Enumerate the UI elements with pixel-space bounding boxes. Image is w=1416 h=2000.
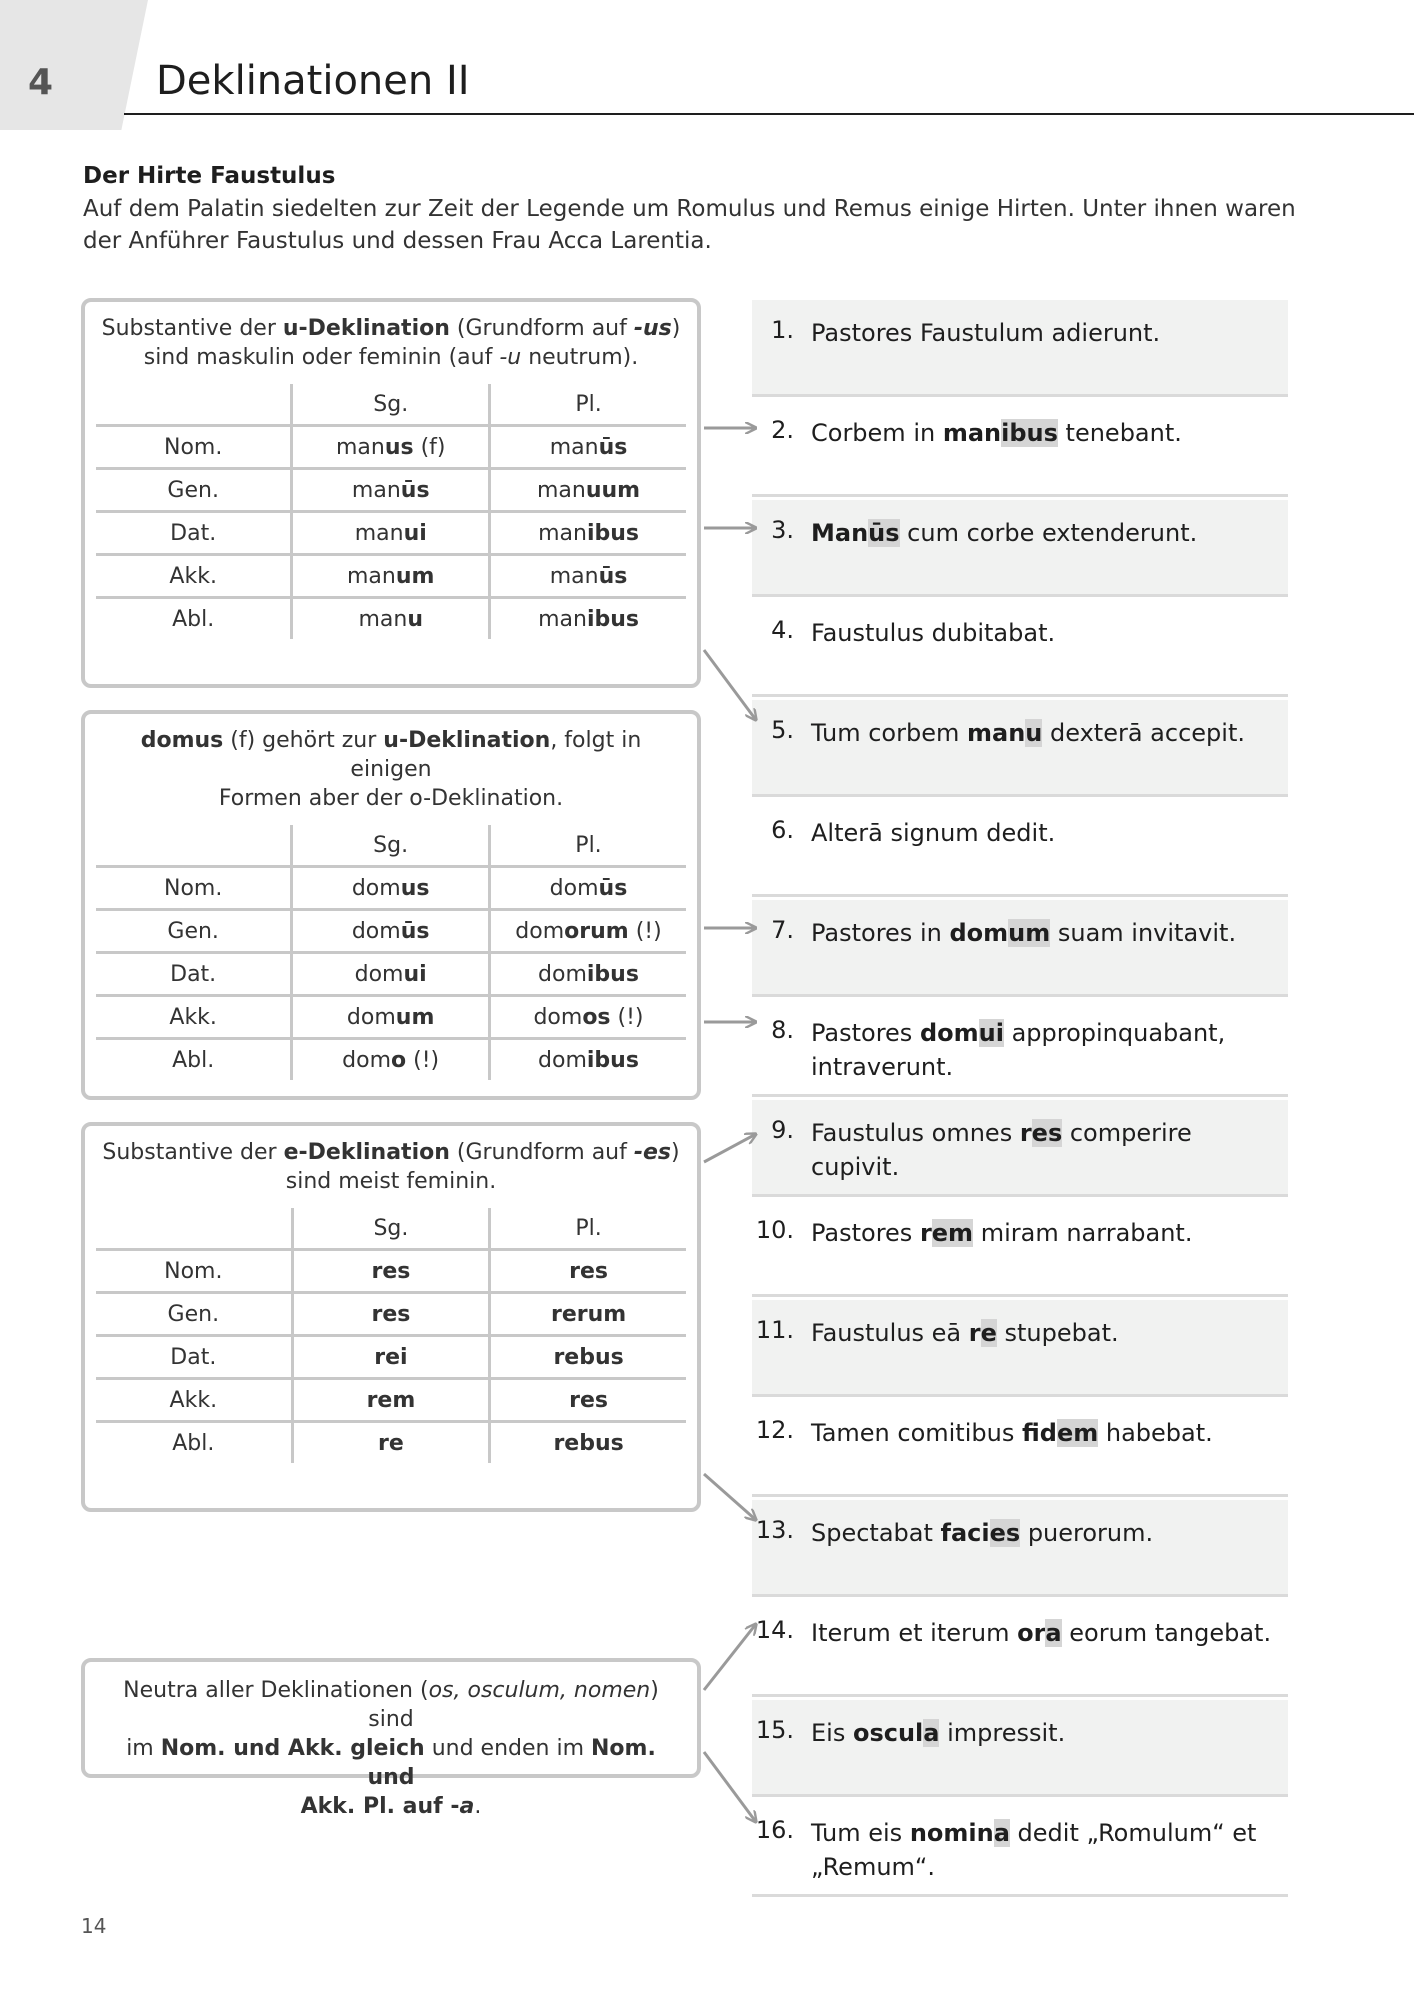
- ending-highlight: es: [989, 1519, 1021, 1547]
- page-title: Deklinationen II: [156, 58, 470, 104]
- plural-form: rebus: [490, 1336, 686, 1379]
- singular-header: Sg.: [292, 825, 490, 867]
- ending-highlight: es: [1031, 1119, 1063, 1147]
- singular-form: domo (!): [292, 1039, 490, 1081]
- u-declension-description: Substantive der u-Deklination (Grundform auf -us) sind maskulin oder feminin (auf -u neutrum).: [101, 316, 681, 370]
- sentence-number: 2.: [771, 416, 794, 444]
- case-label: Akk.: [96, 1379, 292, 1422]
- ending-highlight: ūs: [868, 519, 900, 547]
- singular-header: Sg.: [292, 1208, 490, 1250]
- singular-form: manu: [292, 598, 490, 640]
- singular-header: Sg.: [292, 384, 490, 426]
- sentence-text: Eis oscula impressit.: [811, 1719, 1066, 1747]
- plural-form: rerum: [490, 1293, 686, 1336]
- plural-form: domos (!): [489, 996, 686, 1039]
- case-label: Akk.: [96, 555, 292, 598]
- sentence-number: 13.: [755, 1516, 794, 1544]
- case-label: Nom.: [96, 426, 292, 469]
- arrow-to-sentence-14: [704, 1624, 756, 1690]
- plural-header: Pl.: [490, 1208, 686, 1250]
- singular-form: rei: [292, 1336, 490, 1379]
- plural-form: manibus: [490, 512, 686, 555]
- sentence-number: 10.: [755, 1216, 794, 1244]
- sentence-text: Pastores Faustulum adierunt.: [811, 319, 1161, 347]
- sentence-number: 8.: [771, 1016, 794, 1044]
- arrow-to-sentence-5: [704, 650, 756, 720]
- sentence-text: Pastores domui appropinquabant, intraverunt.: [811, 1019, 1226, 1081]
- case-label: Akk.: [96, 996, 292, 1039]
- case-label: Abl.: [172, 606, 215, 632]
- arrow-to-sentence-13: [704, 1474, 756, 1520]
- ending-highlight: a: [923, 1719, 940, 1747]
- plural-form: domibus: [489, 1039, 686, 1081]
- sentence-number: 14.: [755, 1616, 794, 1644]
- section-title: Der Hirte Faustulus: [83, 163, 336, 189]
- singular-form: manui: [292, 512, 490, 555]
- singular-form: domum: [292, 996, 490, 1039]
- case-label: Abl.: [172, 1047, 215, 1073]
- plural-header: Pl.: [489, 825, 686, 867]
- case-label: Gen.: [96, 1293, 292, 1336]
- ending-highlight: um: [1008, 919, 1051, 947]
- case-label: Gen.: [96, 469, 292, 512]
- sentence-number: 16.: [755, 1816, 794, 1844]
- sentence-number: 15.: [755, 1716, 794, 1744]
- case-label: Gen.: [96, 910, 292, 953]
- singular-form: manus (f): [292, 426, 490, 469]
- e-declension-description: Substantive der e-Deklination (Grundform auf -es) sind meist feminin.: [102, 1140, 680, 1194]
- sentence-text: Pastores rem miram narrabant.: [811, 1219, 1193, 1247]
- sentence-number: 5.: [771, 716, 794, 744]
- singular-form: domūs: [292, 910, 490, 953]
- singular-form: domui: [292, 953, 490, 996]
- sentence-number: 4.: [771, 616, 794, 644]
- plural-form: manuum: [490, 469, 686, 512]
- sentence-text: Pastores in domum suam invitavit.: [811, 919, 1237, 947]
- sentence-text: Tamen comitibus fidem habebat.: [811, 1419, 1213, 1447]
- plural-form: res: [490, 1379, 686, 1422]
- plural-form: domibus: [489, 953, 686, 996]
- sentence-text: Tum eis nomina dedit „Romulum“ et „Remum“.: [811, 1819, 1257, 1881]
- sentence-number: 3.: [771, 516, 794, 544]
- plural-form: manūs: [490, 426, 686, 469]
- ending-highlight: a: [993, 1819, 1010, 1847]
- ending-highlight: u: [1025, 719, 1043, 747]
- plural-form: manibus: [490, 598, 686, 640]
- ending-highlight: em: [1056, 1419, 1099, 1447]
- case-label: Nom.: [96, 1250, 292, 1293]
- singular-form: manum: [292, 555, 490, 598]
- plural-form: domorum (!): [489, 910, 686, 953]
- ending-highlight: em: [931, 1219, 974, 1247]
- sentence-text: Manūs cum corbe extenderunt.: [811, 519, 1198, 547]
- case-label: Abl.: [172, 1430, 215, 1456]
- ending-highlight: ui: [978, 1019, 1004, 1047]
- sentence-number: 11.: [755, 1316, 794, 1344]
- intro-text: Auf dem Palatin siedelten zur Zeit der Legende um Romulus und Remus einige Hirten. Unter ihnen waren der Anführer Faustulus und dessen Frau Acca Larentia.: [83, 196, 1296, 254]
- sentence-text: Faustulus dubitabat.: [811, 619, 1056, 647]
- case-label: Dat.: [96, 953, 292, 996]
- sentence-number: 9.: [771, 1116, 794, 1144]
- page-number: 14: [81, 1914, 107, 1938]
- sentence-text: Iterum et iterum ora eorum tangebat.: [811, 1619, 1272, 1647]
- plural-form: rebus: [490, 1422, 686, 1464]
- arrow-to-sentence-9: [704, 1134, 756, 1162]
- case-label: Dat.: [96, 1336, 292, 1379]
- singular-form: domus: [292, 867, 490, 910]
- singular-form: res: [292, 1293, 490, 1336]
- neutra-note: Neutra aller Deklinationen (os, osculum, nomen) sind im Nom. und Akk. gleich und enden im Nom. und Akk. Pl. auf -a.: [123, 1678, 659, 1819]
- sentence-text: Corbem in manibus tenebant.: [811, 419, 1182, 447]
- sentence-number: 7.: [771, 916, 794, 944]
- sentence-number: 6.: [771, 816, 794, 844]
- case-label: Dat.: [96, 512, 292, 555]
- sentence-text: Spectabat facies puerorum.: [811, 1519, 1154, 1547]
- sentence-number: 12.: [755, 1416, 794, 1444]
- plural-form: domūs: [489, 867, 686, 910]
- singular-form: rem: [292, 1379, 490, 1422]
- ending-highlight: a: [1045, 1619, 1062, 1647]
- plural-header: Pl.: [490, 384, 686, 426]
- sentence-text: Tum corbem manu dexterā accepit.: [811, 719, 1245, 747]
- sentence-text: Faustulus omnes res comperire cupivit.: [811, 1119, 1192, 1181]
- sentence-text: Faustulus eā re stupebat.: [811, 1319, 1119, 1347]
- sentence-text: Alterā signum dedit.: [811, 819, 1056, 847]
- domus-description: domus (f) gehört zur u-Deklination, folgt in einigen Formen aber der o-Deklination.: [140, 728, 642, 811]
- singular-form: re: [292, 1422, 490, 1464]
- ending-highlight: ibus: [1001, 419, 1058, 447]
- chapter-number: 4: [28, 62, 54, 103]
- singular-form: manūs: [292, 469, 490, 512]
- singular-form: res: [292, 1250, 490, 1293]
- ending-highlight: e: [980, 1319, 997, 1347]
- sentence-number: 1.: [771, 316, 794, 344]
- plural-form: res: [490, 1250, 686, 1293]
- plural-form: manūs: [490, 555, 686, 598]
- arrow-to-sentence-16: [704, 1752, 756, 1822]
- case-label: Nom.: [96, 867, 292, 910]
